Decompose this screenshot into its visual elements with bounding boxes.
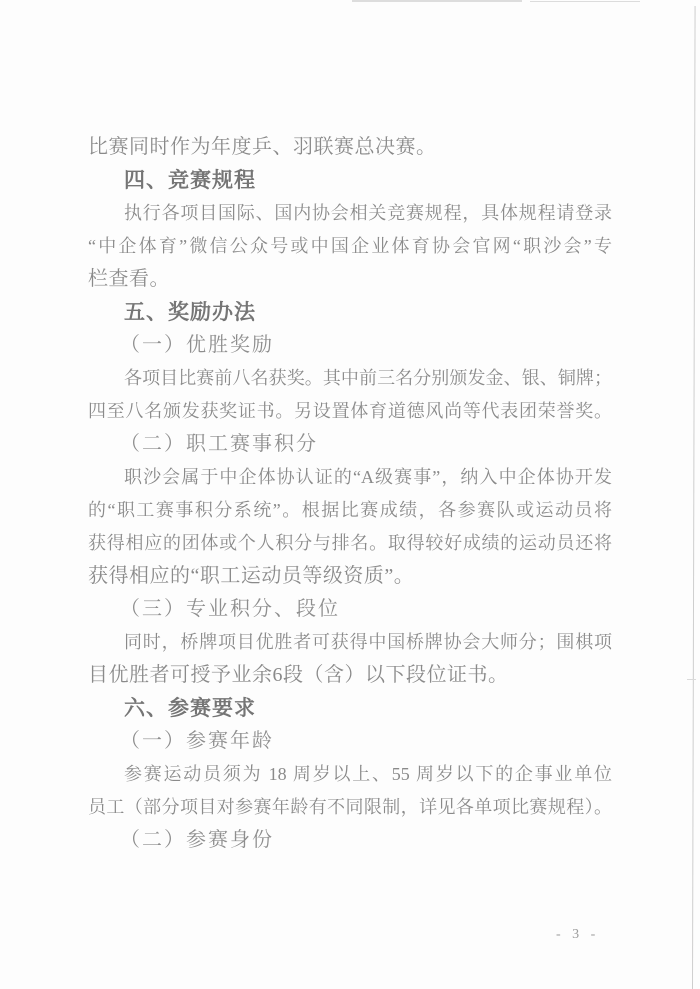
paragraph-line: “中企体育”微信公众号或中国企业体育协会官网“职沙会”专 bbox=[88, 236, 612, 256]
page-number: - 3 - bbox=[556, 927, 600, 942]
paragraph-line: 职沙会属于中企体协认证的“A级赛事”，纳入中企体协开发 bbox=[124, 467, 612, 487]
section-heading: 四、竞赛规程 bbox=[124, 169, 256, 192]
paragraph-line: 参赛运动员须为 18 周岁以上、55 周岁以下的企事业单位 bbox=[124, 764, 612, 784]
paragraph-line: 栏查看。 bbox=[88, 268, 170, 290]
paragraph-line: 获得相应的团体或个人积分与排名。取得较好成绩的运动员还将 bbox=[88, 533, 612, 553]
document-body bbox=[88, 131, 612, 857]
paragraph-line: 执行各项目国际、国内协会相关竞赛规程，具体规程请登录 bbox=[124, 203, 612, 223]
paragraph-line: 获得相应的“职工运动员等级资质”。 bbox=[88, 565, 415, 587]
sub-heading: （一）参赛年龄 bbox=[120, 730, 274, 752]
paragraph-line: 四至八名颁发获奖证书。另设置体育道德风尚等代表团荣誉奖。 bbox=[88, 401, 612, 421]
section-heading: 六、参赛要求 bbox=[124, 697, 256, 720]
paragraph-line: 目优胜者可授予业余6段（含）以下段位证书。 bbox=[88, 664, 509, 686]
paragraph-line: 的“职工赛事积分系统”。根据比赛成绩，各参赛队或运动员将 bbox=[88, 500, 612, 520]
paragraph-line: 比赛同时作为年度乒、羽联赛总决赛。 bbox=[88, 136, 437, 158]
scan-edge-right-artifact bbox=[692, 6, 696, 989]
sub-heading: （二）职工赛事积分 bbox=[120, 433, 318, 455]
sub-heading: （三）专业积分、段位 bbox=[120, 598, 340, 620]
section-heading: 五、奖励办法 bbox=[124, 301, 256, 324]
sub-heading: （一）优胜奖励 bbox=[120, 334, 274, 356]
scan-edge-top-artifact bbox=[530, 1, 640, 2]
sub-heading: （二）参赛身份 bbox=[120, 829, 274, 851]
scan-edge-top-artifact bbox=[352, 0, 522, 2]
scan-edge-tick-artifact bbox=[687, 679, 696, 680]
paragraph-line: 员工（部分项目对参赛年龄有不同限制，详见各单项比赛规程）。 bbox=[88, 797, 612, 817]
paragraph-line: 各项目比赛前八名获奖。其中前三名分别颁发金、银、铜牌； bbox=[124, 368, 612, 388]
paragraph-line: 同时，桥牌项目优胜者可获得中国桥牌协会大师分；围棋项 bbox=[124, 632, 612, 652]
